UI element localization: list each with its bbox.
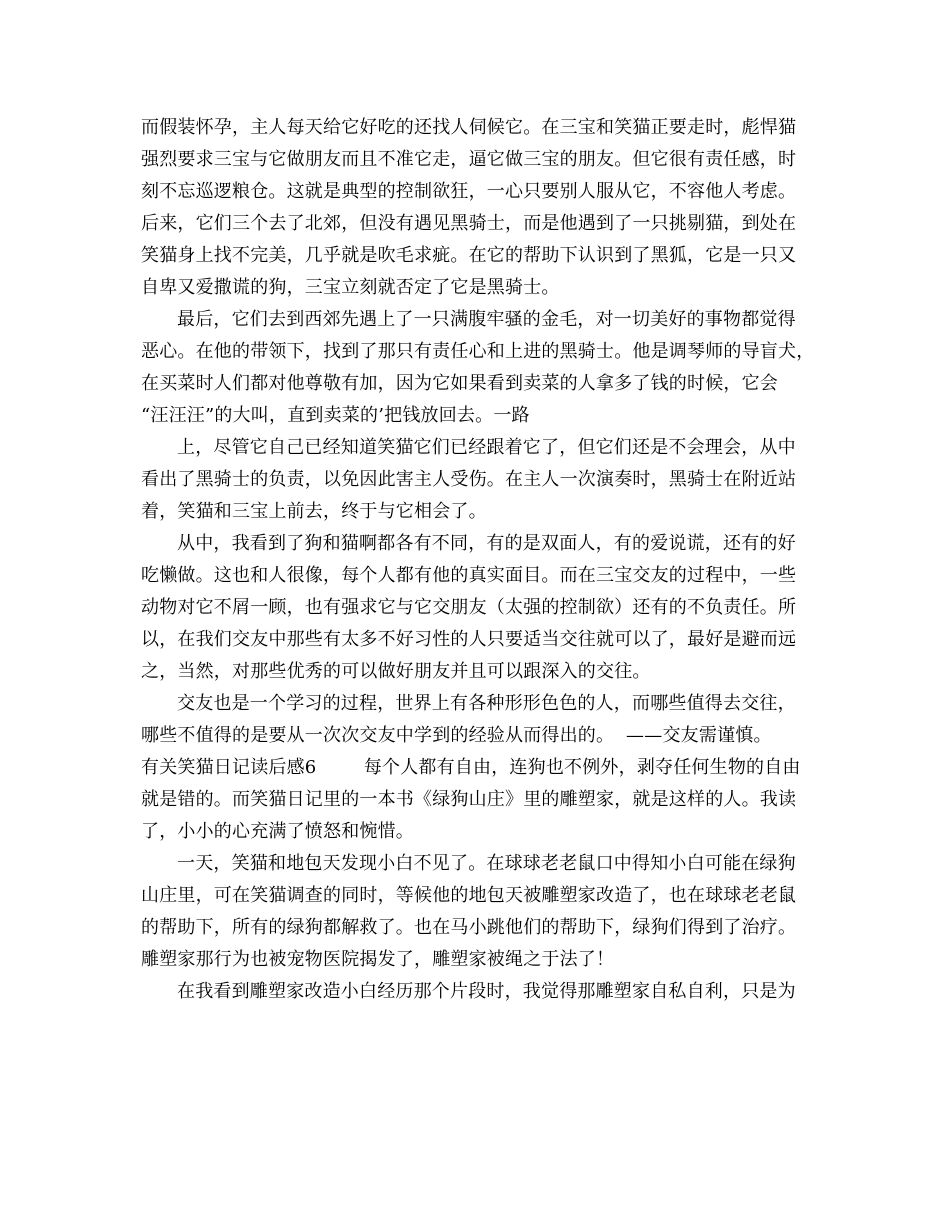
text-line: 交友也是一个学习的过程，世界上有各种形形色色的人，而哪些值得去交往， xyxy=(177,693,796,714)
text-line: 雕塑家那行为也被宠物医院揭发了，雕塑家被绳之于法了！ xyxy=(141,949,615,970)
text-line: 最后，它们去到西郊先遇上了一只满腹牢骚的金毛，对一切美好的事物都觉得 xyxy=(177,309,796,330)
text-line: 笑猫身上找不完美，几乎就是吹毛求疵。在它的帮助下认识到了黑狐，它是一只又 xyxy=(141,245,797,266)
text-line: 吃懒做。这也和人很像，每个人都有他的真实面目。而在三宝交友的过程中，一些 xyxy=(141,565,797,586)
text-line: 上，尽管它自己已经知道笑猫它们已经跟着它了，但它们还是不会理会，从中 xyxy=(177,437,796,458)
text-line: 看出了黑骑士的负责，以免因此害主人受伤。在主人一次演奏时，黑骑士在附近站 xyxy=(141,469,797,490)
text-line: 就是错的。而笑猫日记里的一本书《绿狗山庄》里的雕塑家，就是这样的人。我读 xyxy=(141,789,797,810)
text-line: 之，当然，对那些优秀的可以做好朋友并且可以跟深入的交往。 xyxy=(141,661,651,682)
text-line: 以，在我们交友中那些有太多不好习性的人只要适当交往就可以了，最好是避而远 xyxy=(141,629,797,650)
text-line: 自卑又爱撒谎的狗，三宝立刻就否定了它是黑骑士。 xyxy=(141,277,560,298)
text-line: 着，笑猫和三宝上前去，终于与它相会了。 xyxy=(141,501,487,522)
text-line: 山庄里，可在笑猫调查的同时，等候他的地包天被雕塑家改造了，也在球球老老鼠 xyxy=(141,885,797,906)
text-line: 而假装怀孕，主人每天给它好吃的还找人伺候它。在三宝和笑猫正要走时，彪悍猫 xyxy=(141,117,797,138)
text-line: 一天，笑猫和地包天发现小白不见了。在球球老老鼠口中得知小白可能在绿狗 xyxy=(177,853,796,874)
text-line: 动物对它不屑一顾，也有强求它与它交朋友（太强的控制欲）还有的不负责任。所 xyxy=(141,597,797,618)
text-line: 哪些不值得的是要从一次次交友中学到的经验从而得出的。 ——交友需谨慎。 xyxy=(141,725,772,746)
text-line: 从中，我看到了狗和猫啊都各有不同，有的是双面人，有的爱说谎，还有的好 xyxy=(177,533,796,554)
text-line: 刻不忘巡逻粮仓。这就是典型的控制欲狂，一心只要别人服从它，不容他人考虑。 xyxy=(141,181,797,202)
text-line: 在我看到雕塑家改造小白经历那个片段时，我觉得那雕塑家自私自利，只是为 xyxy=(177,981,796,1002)
text-line: 恶心。在他的带领下，找到了那只有责任心和上进的黑骑士。他是调琴师的导盲犬， xyxy=(141,341,815,362)
text-line: “汪汪汪”的大叫，直到卖菜的’把钱放回去。一路 xyxy=(141,405,530,426)
text-line: 了，小小的心充满了愤怒和惋惜。 xyxy=(141,821,414,842)
text-line: 强烈要求三宝与它做朋友而且不准它走，逼它做三宝的朋友。但它很有责任感，时 xyxy=(141,149,797,170)
text-line: 有关笑猫日记读后感6 每个人都有自由，连狗也不例外，剥夺任何生物的自由 xyxy=(141,757,801,778)
text-line: 的帮助下，所有的绿狗都解救了。也在马小跳他们的帮助下，绿狗们得到了治疗。 xyxy=(141,917,797,938)
text-line: 后来，它们三个去了北郊，但没有遇见黑骑士，而是他遇到了一只挑剔猫，到处在 xyxy=(141,213,797,234)
text-line: 在买菜时人们都对他尊敬有加，因为它如果看到卖菜的人拿多了钱的时候，它会 xyxy=(141,373,778,394)
